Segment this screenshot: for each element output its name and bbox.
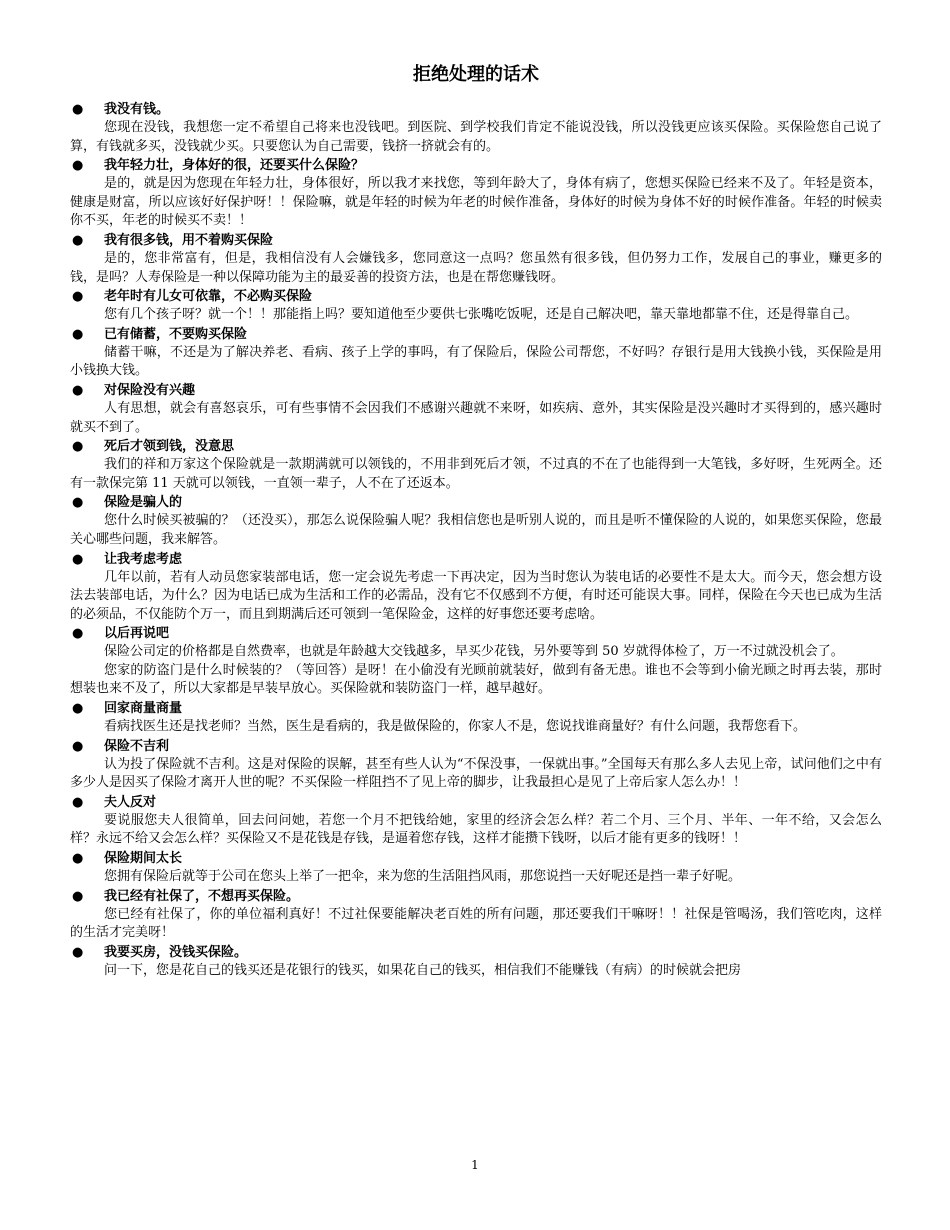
section-heading — [70, 437, 882, 456]
section-heading-text: 对保险没有兴趣 — [104, 382, 196, 398]
section-paragraph: 是的，您非常富有，但是，我相信没有人会嫌钱多，您同意这一点吗？您虽然有很多钱，但仍努力工作，发展自己的事业，赚更多的钱，是吗？人寿保险是一种以保障功能为主的最妥善的投资方法，也是在帮您赚钱呀。 — [70, 250, 882, 285]
section — [70, 793, 882, 849]
section — [70, 550, 882, 625]
section-heading — [70, 793, 882, 812]
section-heading-text: 保险是骗人的 — [104, 495, 183, 511]
bullet-icon: ● — [72, 551, 84, 567]
section-paragraph: 我们的祥和万家这个保险就是一款期满就可以领钱的，不用非到死后才领，不过真的不在了也能得到一大笔钱，多好呀，生死两全。还有一款保完第 11 天就可以领钱，一直领一辈子，人不在了还返本。 — [70, 457, 882, 491]
section — [70, 325, 882, 381]
section-list — [70, 100, 882, 980]
section — [70, 493, 882, 549]
section — [70, 737, 882, 793]
section-heading — [70, 943, 882, 962]
section-heading-text: 保险期间太长 — [104, 851, 183, 867]
section-heading — [70, 737, 882, 756]
bullet-icon: ● — [72, 289, 84, 305]
section — [70, 699, 882, 737]
section-heading-text: 我没有钱。 — [104, 102, 170, 117]
section-heading-text: 我已经有社保了，不想再买保险。 — [104, 888, 300, 904]
section-heading — [70, 381, 882, 400]
section-heading — [70, 156, 882, 175]
section-paragraph: 您家的防盗门是什么时候装的？（等回答）是呀！在小偷没有光顾前就装好，做到有备无患。谁也不会等到小偷光顾之时再去装，那时想装也来不及了，所以大家都是早装早放心。买保险就和装防盗门一样，越早越好。 — [70, 662, 882, 697]
bullet-icon: ● — [72, 888, 84, 904]
section-paragraph: 人有思想，就会有喜怒哀乐，可有些事情不会因我们不感谢兴趣就不来呀，如疾病、意外，其实保险是没兴趣时才买得到的，感兴趣时就买不到了。 — [70, 400, 882, 435]
section-heading-text: 夫人反对 — [104, 794, 157, 810]
bullet-icon: ● — [72, 495, 84, 511]
section-paragraph: 您现在没钱，我想您一定不希望自己将来也没钱吧。到医院、到学校我们肯定不能说没钱，所以没钱更应该买保险。买保险您自己说了算，有钱就多买，没钱就少买。只要您认为自己需要，钱挤一挤就会有的。 — [70, 120, 882, 154]
section-heading — [70, 849, 882, 868]
section — [70, 287, 882, 325]
section — [70, 231, 882, 287]
bullet-icon: ● — [72, 701, 84, 717]
section — [70, 156, 882, 231]
bullet-icon: ● — [72, 794, 84, 810]
section-heading — [70, 699, 882, 718]
bullet-icon: ● — [72, 851, 84, 867]
section-heading-text: 已有储蓄，不要购买保险 — [104, 326, 248, 342]
section — [70, 943, 882, 981]
section-paragraph: 看病找医生还是找老师？当然，医生是看病的，我是做保险的，你家人不是，您说找谁商量好？有什么问题，我帮您看下。 — [104, 719, 807, 735]
section-paragraph: 您拥有保险后就等于公司在您头上举了一把伞，来为您的生活阻挡风雨，那您说挡一天好呢还是挡一辈子好呢。 — [104, 869, 742, 885]
section — [70, 437, 882, 493]
section-heading-text: 老年时有儿女可依靠，不必购买保险 — [104, 289, 313, 305]
section-paragraph: 您什么时候买被骗的？（还没买），那怎么说保险骗人呢？我相信您也是听别人说的，而且是听不懂保险的人说的，如果您买保险，您最关心哪些问题，我来解答。 — [70, 513, 882, 547]
section-heading — [70, 325, 882, 344]
section — [70, 100, 882, 156]
bullet-icon: ● — [72, 626, 84, 642]
section — [70, 381, 882, 437]
bullet-icon: ● — [72, 738, 84, 754]
bullet-icon: ● — [72, 158, 84, 174]
page-number: 1 — [471, 1158, 479, 1172]
section-paragraph: 问一下，您是花自己的钱买还是花银行的钱买，如果花自己的钱买，相信我们不能赚钱（有病）的时候就会把房 — [104, 962, 742, 978]
section-paragraph: 是的，就是因为您现在年轻力壮，身体很好，所以我才来找您，等到年龄大了，身体有病了，您想买保险已经来不及了。年轻是资本，健康是财富，所以应该好好保护呀！！保险嘛，就是年轻的时候为年老的时候作准备，身体好的时候为身体不好的时候作准备。年轻的时候卖你不买，年老的时候买不卖！！ — [70, 176, 882, 229]
bullet-icon: ● — [72, 232, 84, 248]
section-heading-text: 以后再说吧 — [104, 626, 170, 642]
section-paragraph: 要说服您夫人很简单，回去问问她，若您一个月不把钱给她，家里的经济会怎么样？若二个月、三个月、半年、一年不给，又会怎么样？永远不给又会怎么样？买保险又不是花钱是存钱，是逼着您存钱，这样才能攒下钱呀，以后才能有更多的钱呀！！ — [70, 812, 882, 847]
section-heading-text: 我有很多钱，用不着购买保险 — [104, 232, 274, 248]
document-title: 拒绝处理的话术 — [413, 64, 539, 85]
section-paragraph: 认为投了保险就不吉利。这是对保险的误解，甚至有些人认为“不保没事，一保就出事。”全国每天有那么多人去见上帝，试问他们之中有多少人是因买了保险才离开人世的呢？不买保险一样阻挡不了见上帝的脚步，让我最担心是见了上帝后家人怎么办！！ — [70, 756, 882, 791]
section-paragraph: 几年以前，若有人动员您家装部电话，您一定会说先考虑一下再决定，因为当时您认为装电话的必要性不是太大。而今天，您会想方设法去装部电话，为什么？因为电话已成为生活和工作的必需品，没有它不仅感到不方便，有时还可能误大事。同样，保险在今天也已成为生活的必须品，不仅能防个万一，而且到期满后还可领到一笔保险金，这样的好事您还要考虑啥。 — [70, 569, 882, 622]
section-paragraph: 您有几个孩子呀？就一个！！那能指上吗？要知道他至少要供七张嘴吃饭呢，还是自己解决吧，靠天靠地都靠不住，还是得靠自己。 — [104, 307, 859, 323]
section-heading — [70, 887, 882, 906]
bullet-icon: ● — [72, 944, 84, 960]
section — [70, 849, 882, 887]
section — [70, 624, 882, 699]
bullet-icon: ● — [72, 326, 84, 342]
section-heading-text: 回家商量商量 — [104, 701, 183, 717]
document-page — [70, 62, 882, 980]
bullet-icon: ● — [72, 439, 84, 455]
section-heading-text: 让我考虑考虑 — [104, 551, 183, 567]
section-heading — [70, 100, 882, 119]
bullet-icon: ● — [72, 102, 84, 117]
section-heading-text: 我年轻力壮，身体好的很，还要买什么保险？ — [104, 158, 365, 174]
section — [70, 887, 882, 943]
bullet-icon: ● — [72, 382, 84, 398]
section-heading — [70, 493, 882, 512]
section-heading — [70, 231, 882, 250]
section-heading-text: 死后才领到钱，没意思 — [104, 439, 235, 455]
section-paragraph: 您已经有社保了，你的单位福利真好！不过社保要能解决老百姓的所有问题，那还要我们干嘛呀！！社保是管喝汤，我们管吃肉，这样的生活才完美呀！ — [70, 906, 882, 941]
section-heading — [70, 550, 882, 569]
section-paragraph: 储蓄干嘛，不还是为了解决养老、看病、孩子上学的事吗，有了保险后，保险公司帮您，不好吗？存银行是用大钱换小钱，买保险是用小钱换大钱。 — [70, 344, 882, 379]
section-heading — [70, 287, 882, 306]
section-paragraph: 保险公司定的价格都是自然费率，也就是年龄越大交钱越多，早买少花钱，另外要等到 50 岁就得体检了，万一不过就没机会了。 — [104, 644, 844, 660]
section-heading-text: 我要买房，没钱买保险。 — [104, 944, 248, 960]
section-heading — [70, 624, 882, 643]
section-heading-text: 保险不吉利 — [104, 738, 170, 754]
